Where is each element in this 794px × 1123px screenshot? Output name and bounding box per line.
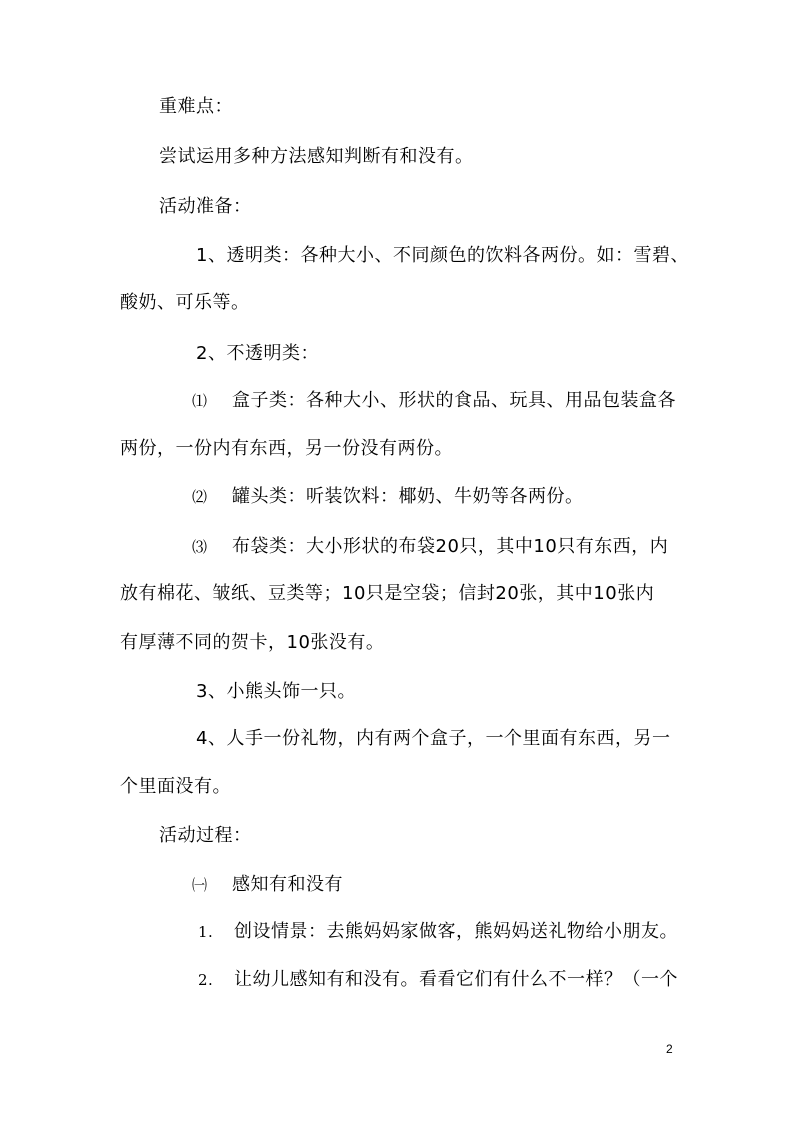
preparation-subitem-cans	[192, 485, 584, 509]
list-marker: ㈠	[192, 876, 208, 894]
list-marker: ⑶	[192, 538, 208, 556]
list-marker: ⑴	[192, 392, 208, 410]
section-title: 感知有和没有	[232, 874, 343, 895]
heading-key-difficulties: 重难点：	[159, 96, 233, 117]
subitem-text: 盒子类：各种大小、形状的食品、玩具、用品包装盒各	[232, 390, 676, 411]
preparation-subitem-bags-continued-1: 放有棉花、皱纸、豆类等；10只是空袋；信封20张，其中10张内	[120, 583, 655, 604]
preparation-subitem-bags	[192, 535, 668, 559]
process-section-one	[192, 873, 343, 897]
preparation-item-1-line-1: 1、透明类：各种大小、不同颜色的饮料各两份。如：雪碧、	[196, 245, 689, 266]
process-step-2	[198, 968, 678, 992]
page-number: 2	[666, 1042, 673, 1056]
step-text: 创设情景：去熊妈妈家做客，熊妈妈送礼物给小朋友。	[234, 921, 678, 942]
preparation-item-3: 3、小熊头饰一只。	[196, 681, 356, 702]
preparation-item-4-line-2: 个里面没有。	[120, 776, 231, 797]
list-marker: 2.	[198, 971, 214, 989]
paragraph-key-difficulty-text: 尝试运用多种方法感知判断有和没有。	[159, 146, 474, 167]
preparation-subitem-boxes	[192, 389, 676, 413]
preparation-item-4-line-1: 4、人手一份礼物，内有两个盒子，一个里面有东西，另一	[196, 728, 671, 749]
subitem-text: 罐头类：听装饮料：椰奶、牛奶等各两份。	[232, 486, 584, 507]
list-marker: ⑵	[192, 488, 208, 506]
process-step-1	[198, 920, 678, 944]
preparation-item-2: 2、不透明类：	[196, 343, 319, 364]
heading-activity-preparation: 活动准备：	[159, 196, 252, 217]
step-text: 让幼儿感知有和没有。看看它们有什么不一样？（一个	[234, 969, 678, 990]
list-marker: 1.	[198, 923, 214, 941]
subitem-text: 布袋类：大小形状的布袋20只，其中10只有东西，内	[232, 536, 669, 557]
preparation-subitem-bags-continued-2: 有厚薄不同的贺卡，10张没有。	[120, 632, 385, 653]
preparation-subitem-boxes-continued: 两份，一份内有东西，另一份没有两份。	[120, 438, 453, 459]
preparation-item-1-line-2: 酸奶、可乐等。	[120, 292, 250, 313]
heading-activity-process: 活动过程：	[159, 825, 252, 846]
